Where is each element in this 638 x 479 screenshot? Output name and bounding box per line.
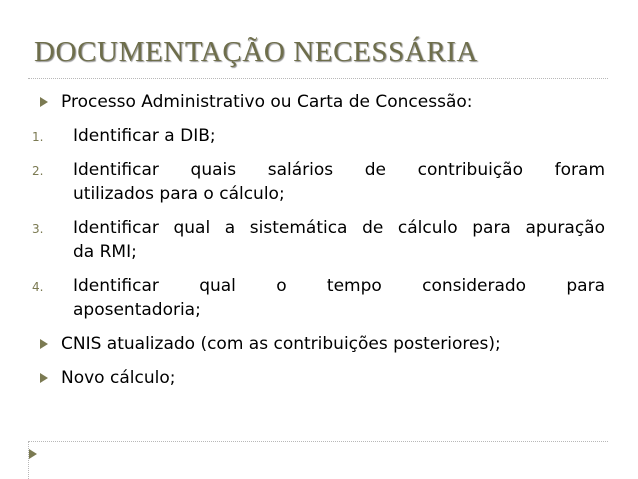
slide-title: DOCUMENTAÇÃO NECESSÁRIA xyxy=(34,36,479,68)
title-divider xyxy=(28,78,608,79)
bullet-item-processo xyxy=(0,90,638,114)
bullet-item-cnis xyxy=(0,332,638,356)
item-text: Identificar qual o tempo considerado para xyxy=(73,276,605,296)
item-number: 2. xyxy=(32,164,44,178)
bullet-triangle-icon xyxy=(40,339,48,349)
bullet-item-novo-calculo xyxy=(0,366,638,390)
numbered-item-2 xyxy=(0,158,605,182)
numbered-item-1 xyxy=(0,124,605,148)
numbered-item-4 xyxy=(0,274,605,298)
slide-content xyxy=(0,90,638,390)
numbered-item-3 xyxy=(0,216,605,240)
item-text-continuation: aposentadoria; xyxy=(73,300,201,320)
item-text-continuation: da RMI; xyxy=(73,242,137,262)
numbered-item-2-continuation xyxy=(0,182,638,206)
item-text: Identificar qual a sistemática de cálculo para apuração xyxy=(73,218,605,238)
bullet-text: Processo Administrativo ou Carta de Concessão: xyxy=(61,92,473,112)
footer-left-divider xyxy=(28,441,29,479)
item-text: Identificar a DIB; xyxy=(73,126,216,146)
bullet-triangle-icon xyxy=(40,373,48,383)
bullet-triangle-icon xyxy=(40,97,48,107)
corner-triangle-icon xyxy=(29,449,37,459)
item-number: 4. xyxy=(32,280,44,294)
footer-divider xyxy=(28,441,608,442)
item-number: 1. xyxy=(32,130,44,144)
item-text: Identificar quais salários de contribuição foram xyxy=(73,160,605,180)
numbered-item-4-continuation xyxy=(0,298,638,322)
bullet-text: CNIS atualizado (com as contribuições posteriores); xyxy=(61,334,501,354)
item-number: 3. xyxy=(32,222,44,236)
item-text-continuation: utilizados para o cálculo; xyxy=(73,184,285,204)
bullet-text: Novo cálculo; xyxy=(61,368,176,388)
numbered-item-3-continuation xyxy=(0,240,638,264)
